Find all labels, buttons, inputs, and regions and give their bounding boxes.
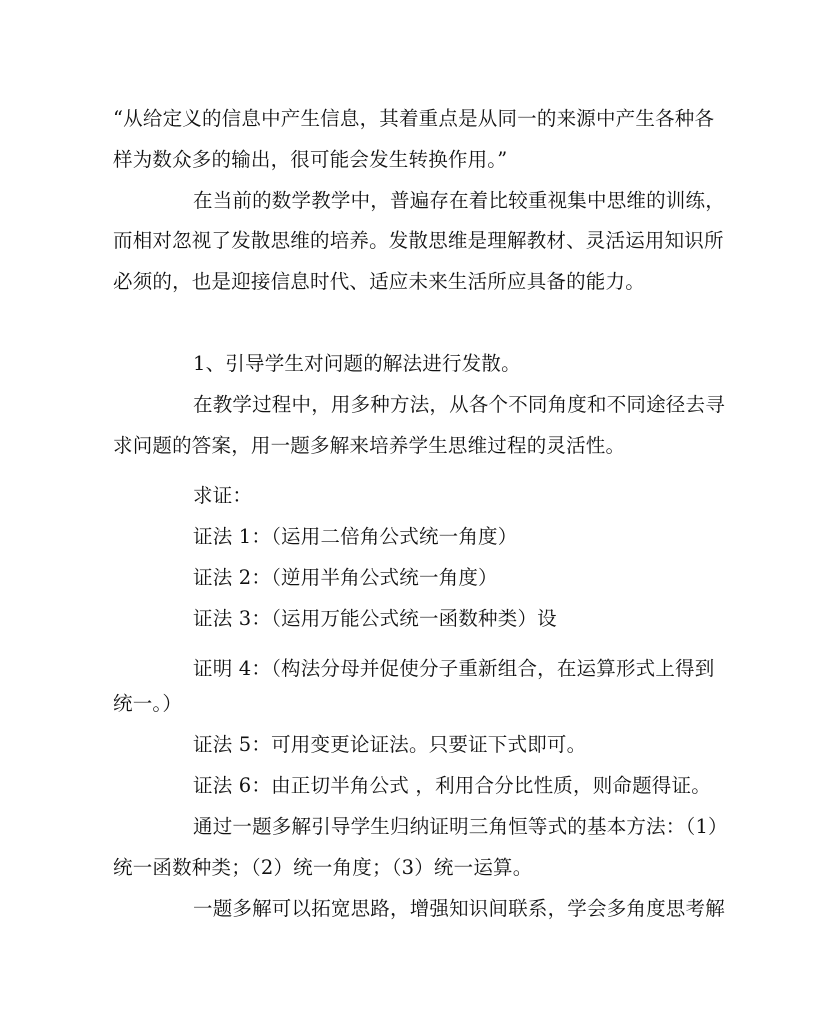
paragraph-line: 一题多解可以拓宽思路，增强知识间联系，学会多角度思考解 [193,897,725,920]
proof-line: 证法 1：（运用二倍角公式统一角度） [193,525,518,548]
proof-line: 证法 3：（运用万能公式统一函数种类）设 [193,607,557,630]
paragraph-line: 而相对忽视了发散思维的培养。发散思维是理解教材、灵活运用知识所 [113,229,724,252]
paragraph-line: 在当前的数学教学中，普遍存在着比较重视集中思维的训练， [193,189,725,212]
paragraph-line: 统一函数种类；（2）统一角度；（3）统一运算。 [113,856,533,879]
proof-line: 证法 2：（逆用半角公式统一角度） [193,566,498,589]
proof-line: 证明 4：（构法分母并促使分子重新组合，在运算形式上得到 [193,657,715,680]
proof-line: 证法 6：由正切半角公式 ，利用合分比性质，则命题得证。 [193,774,711,797]
paragraph-line: 样为数众多的输出，很可能会发生转换作用。” [113,148,508,171]
paragraph-line: 求问题的答案，用一题多解来培养学生思维过程的灵活性。 [113,434,626,457]
proof-line: 统一。） [113,692,183,715]
paragraph-line: 求证： [193,484,253,507]
paragraph-line: “从给定义的信息中产生信息，其着重点是从同一的来源中产生各种各 [113,107,715,130]
section-heading: 1、引导学生对问题的解法进行发散。 [193,352,521,375]
paragraph-line: 在教学过程中，用多种方法，从各个不同角度和不同途径去寻 [193,393,725,416]
paragraph-line: 通过一题多解引导学生归纳证明三角恒等式的基本方法：（1） [193,815,728,838]
proof-line: 证法 5：可用变更论证法。只要证下式即可。 [193,733,587,756]
paragraph-line: 必须的，也是迎接信息时代、适应未来生活所应具备的能力。 [113,270,645,293]
